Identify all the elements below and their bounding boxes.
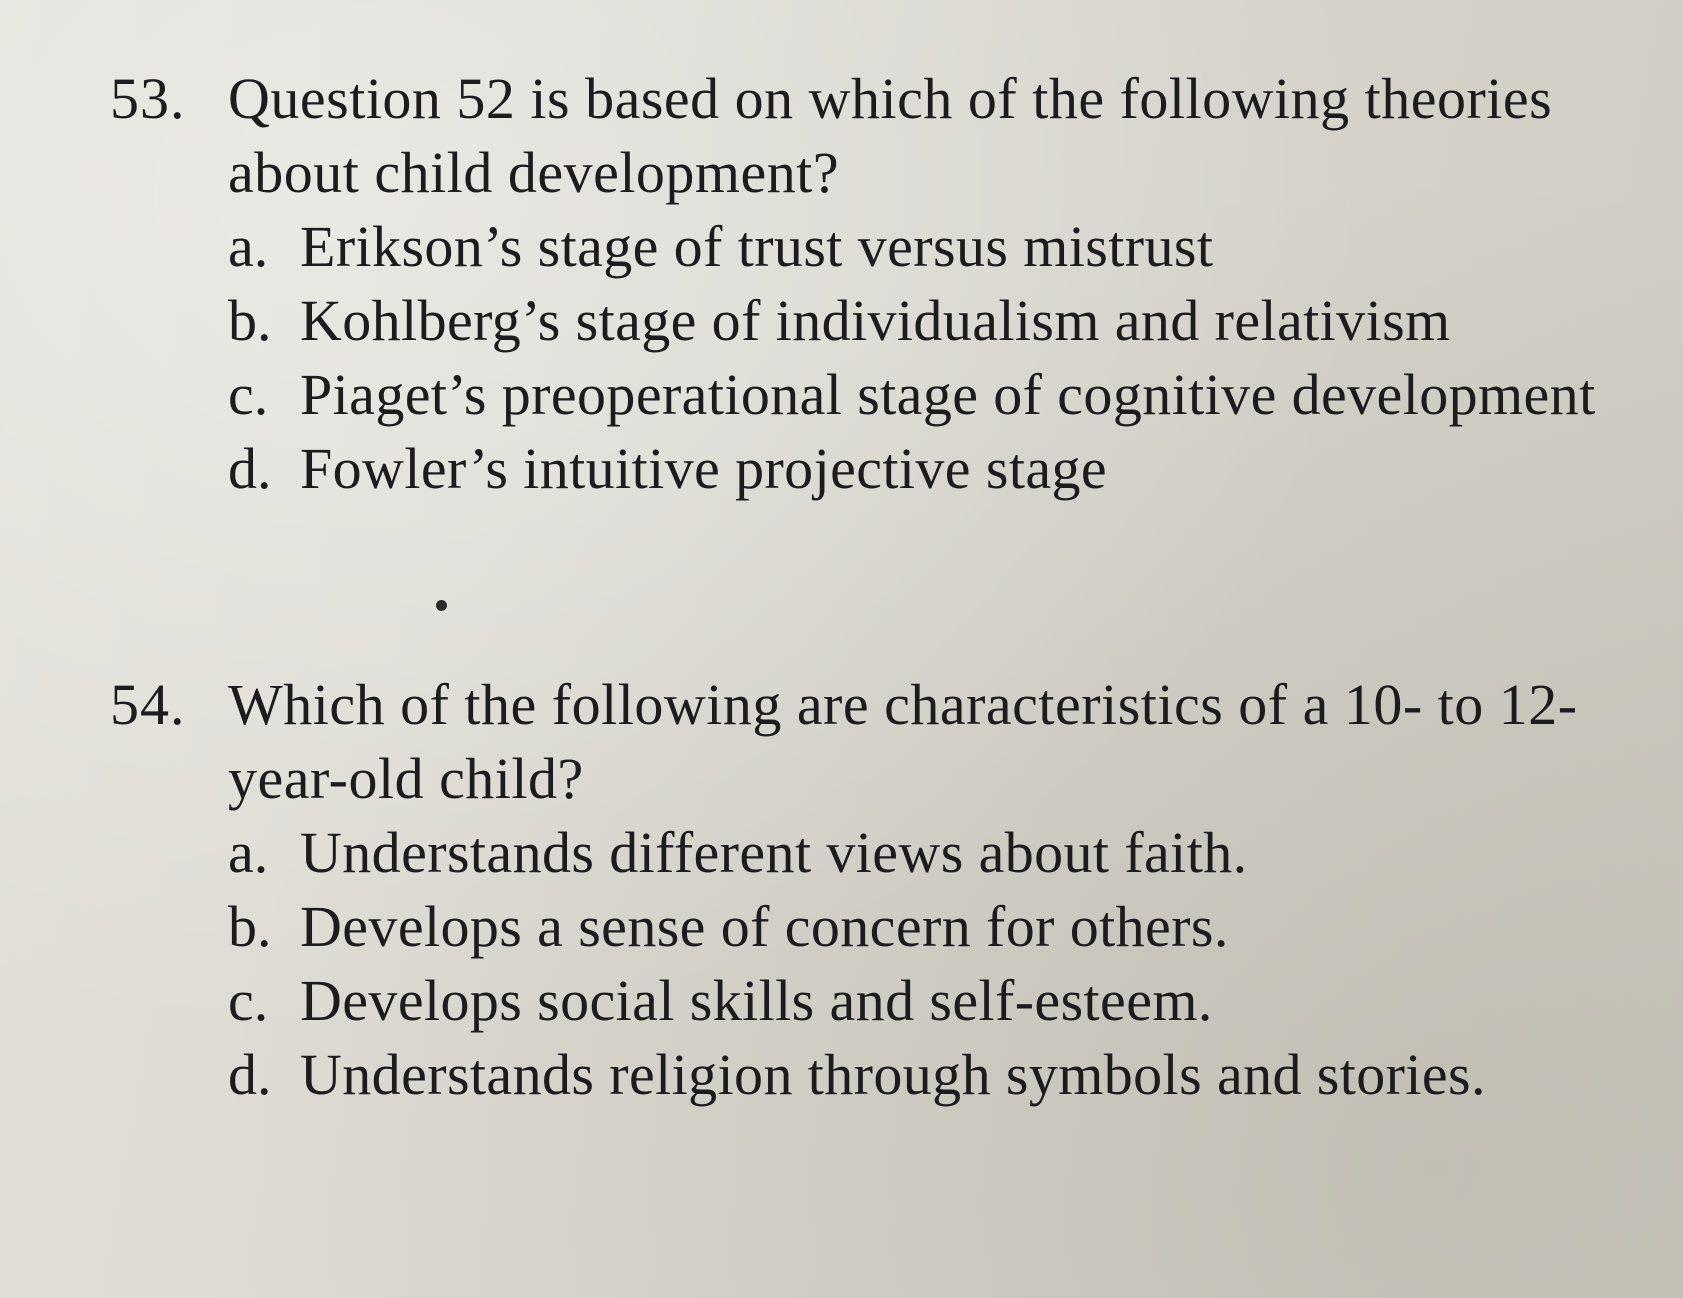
option-letter: c. [228,362,269,427]
answer-option-b [228,890,1670,964]
answer-option-c [228,358,1670,432]
option-letter: b. [228,288,272,353]
option-text: Kohlberg’s stage of individualism and relativism [300,288,1451,353]
option-text: Fowler’s intuitive projective stage [300,436,1108,501]
option-letter: a. [228,214,269,279]
answer-option-c [228,964,1670,1038]
option-text: Piaget’s preoperational stage of cognitive development [300,362,1596,427]
answer-option-d [228,432,1670,506]
option-text: Develops a sense of concern for others. [300,894,1229,959]
question-53 [110,62,1670,506]
option-letter: d. [228,436,272,501]
answer-option-b [228,284,1670,358]
ink-dot [436,600,447,611]
answer-options [228,210,1670,506]
question-text: Which of the following are characteristics of a 10- to 12-year-old child? [228,672,1578,811]
option-letter: a. [228,820,269,885]
option-text: Develops social skills and self-esteem. [300,968,1213,1033]
question-number: 53. [110,66,186,131]
answer-option-a [228,210,1670,284]
answer-option-a [228,816,1670,890]
question-number: 54. [110,672,186,737]
option-letter: c. [228,968,269,1033]
answer-options [228,816,1670,1112]
option-letter: d. [228,1042,272,1107]
question-stem [110,62,1670,210]
answer-option-d [228,1038,1670,1112]
option-text: Erikson’s stage of trust versus mistrust [300,214,1214,279]
question-stem [110,668,1670,816]
question-text: Question 52 is based on which of the following theories about child development? [228,66,1553,205]
option-text: Understands religion through symbols and stories. [300,1042,1486,1107]
question-54 [110,668,1670,1112]
option-letter: b. [228,894,272,959]
option-text: Understands different views about faith. [300,820,1248,885]
